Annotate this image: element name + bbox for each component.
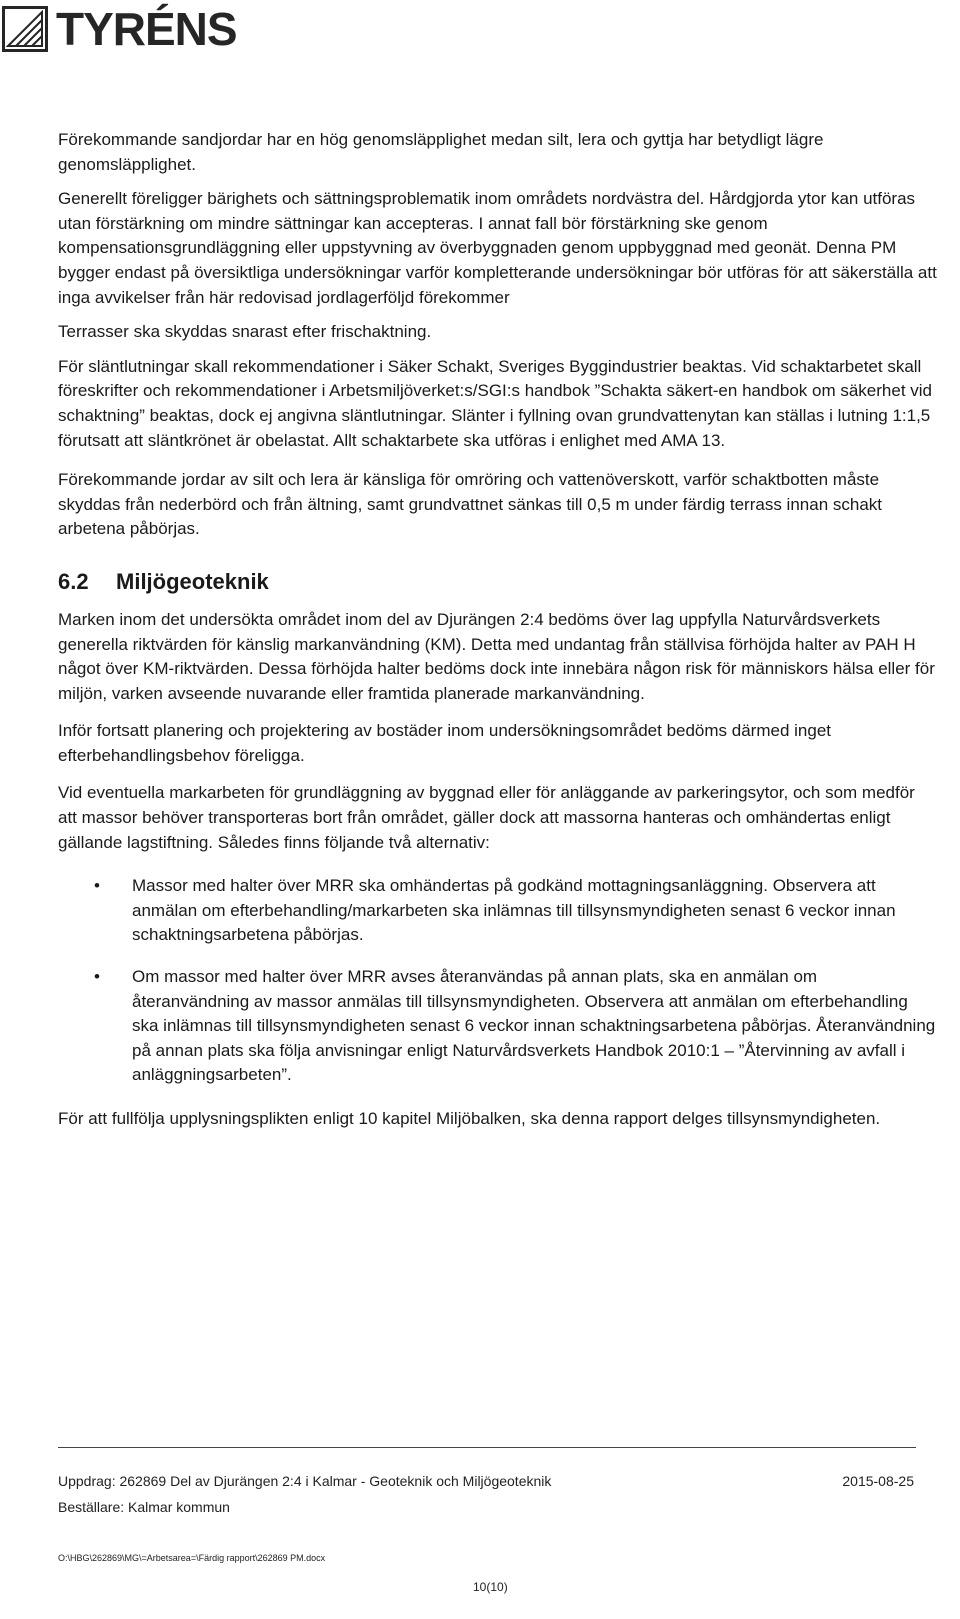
paragraph-sand-permeability: Förekommande sandjordar har en hög genomsläpplighet medan silt, lera och gyttja har betydligt lägre genomsläpplighet. xyxy=(58,130,824,174)
footer-client: Beställare: Kalmar kommun xyxy=(58,1499,230,1515)
section-title: Miljögeoteknik xyxy=(116,568,269,594)
paragraph-terraces: Terrasser ska skyddas snarast efter frischaktning. xyxy=(58,322,432,342)
footer-divider xyxy=(58,1447,916,1448)
list-item xyxy=(58,874,938,948)
paragraph-ground-works: Vid eventuella markarbeten för grundläggning av byggnad eller för anläggande av parkeringsytor, och som medför att massor behöver transporteras bort från området, gäller dock att massorna hanteras och omhändertas enligt gällande lagstiftning. Således finns följande två alternativ: xyxy=(58,783,915,852)
list-item-text: Om massor med halter över MRR avses återanvändas på annan plats, ska en anmälan om återanvändning av massor anmälas till tillsynsmyndigheten. Observera att anmälan om efterbehandling ska inlämnas till tillsynsmyndigheten senast 6 veckor innan schaktningsarbetena påbörjas. Återanvändning på annan plats ska följa anvisningar enligt Naturvårdsverkets Handbok 2010:1 – ”Återvinning av avfall i anläggningsarbeten”. xyxy=(132,967,936,1085)
paragraph-ground-assessment: Marken inom det undersökta området inom del av Djurängen 2:4 bedöms över lag uppfylla Naturvårdsverkets generella riktvärden för känslig markanvändning (KM). Detta med undantag från ställvisa förhöjda halter av PAH H något över KM-riktvärden. Dessa förhöjda halter bedöms dock inte innebära någon risk för människors hälsa eller för miljön, varken avseende nuvarande eller framtida planerade markanvändning. xyxy=(58,609,935,703)
bullet-icon: • xyxy=(94,876,100,896)
bullet-icon: • xyxy=(94,967,100,987)
footer-date: 2015-08-25 xyxy=(842,1473,914,1489)
company-logo xyxy=(0,5,237,53)
logo-wordmark: TYRÉNS xyxy=(56,3,237,55)
tyrens-logo-mark-icon xyxy=(2,6,48,52)
section-number: 6.2 xyxy=(58,568,89,594)
alternatives-list xyxy=(58,874,938,1088)
paragraph-disclosure: För att fullfölja upplysningsplikten enligt 10 kapitel Miljöbalken, ska denna rapport delges tillsynsmyndigheten. xyxy=(58,1109,881,1128)
paragraph-slopes: För släntlutningar skall rekommendationer i Säker Schakt, Sveriges Byggindustrier beaktas. Vid schaktarbetet skall föreskrifter och rekommendationer i Arbetsmiljöverket:s/SGI:s handbok ”Schakta säkert-en handbok om säkerhet vid schaktning” beaktas, dock ej angivna släntlutningar. Slänter i fyllning ovan grundvattenytan kan ställas i lutning 1:1,5 förutsatt att släntkrönet är obelastat. Allt schaktarbete ska utföras i enlighet med AMA 13. xyxy=(58,356,933,450)
document-body xyxy=(58,128,938,1132)
footer-info xyxy=(58,1472,551,1516)
footer-file-path: O:\HBG\262869\MG\=Arbetsarea=\Färdig rapport\262869 PM.docx xyxy=(58,1553,326,1563)
page-number: 10(10) xyxy=(473,1580,508,1594)
paragraph-silt-clay: Förekommande jordar av silt och lera är känsliga för omröring och vattenöverskott, varför schaktbotten måste skyddas från nederbörd och från ältning, samt grundvattnet sänkas till 0,5 m under färdig terrass innan schakt arbetena påbörjas. xyxy=(58,470,883,539)
section-heading xyxy=(58,568,938,596)
paragraph-bearing-capacity: Generellt föreligger bärighets och sättningsproblematik inom områdets nordvästra del. Hårdgjorda ytor kan utföras utan förstärkning om mindre sättningar kan accepteras. I annat fall bör förstärkning ske genom kompensationsgrundläggning eller uppstyvning av överbyggnaden genom uppbyggnad med geonät. Denna PM bygger endast på översiktliga undersökningar varför kompletterande undersökningar bör utföras för att säkerställa att inga avvikelser från här redovisad jordlagerföljd förekommer xyxy=(58,189,937,307)
paragraph-planning: Inför fortsatt planering och projektering av bostäder inom undersökningsområdet bedöms därmed inget efterbehandlingsbehov föreligga. xyxy=(58,721,831,765)
list-item-text: Massor med halter över MRR ska omhändertas på godkänd mottagningsanläggning. Observera att anmälan om efterbehandling/markarbeten ska inlämnas till tillsynsmyndigheten senast 6 veckor innan schaktningsarbetena påbörjas. xyxy=(132,876,896,945)
footer-assignment: Uppdrag: 262869 Del av Djurängen 2:4 i Kalmar - Geoteknik och Miljögeoteknik xyxy=(58,1473,552,1489)
list-item xyxy=(58,965,938,1088)
